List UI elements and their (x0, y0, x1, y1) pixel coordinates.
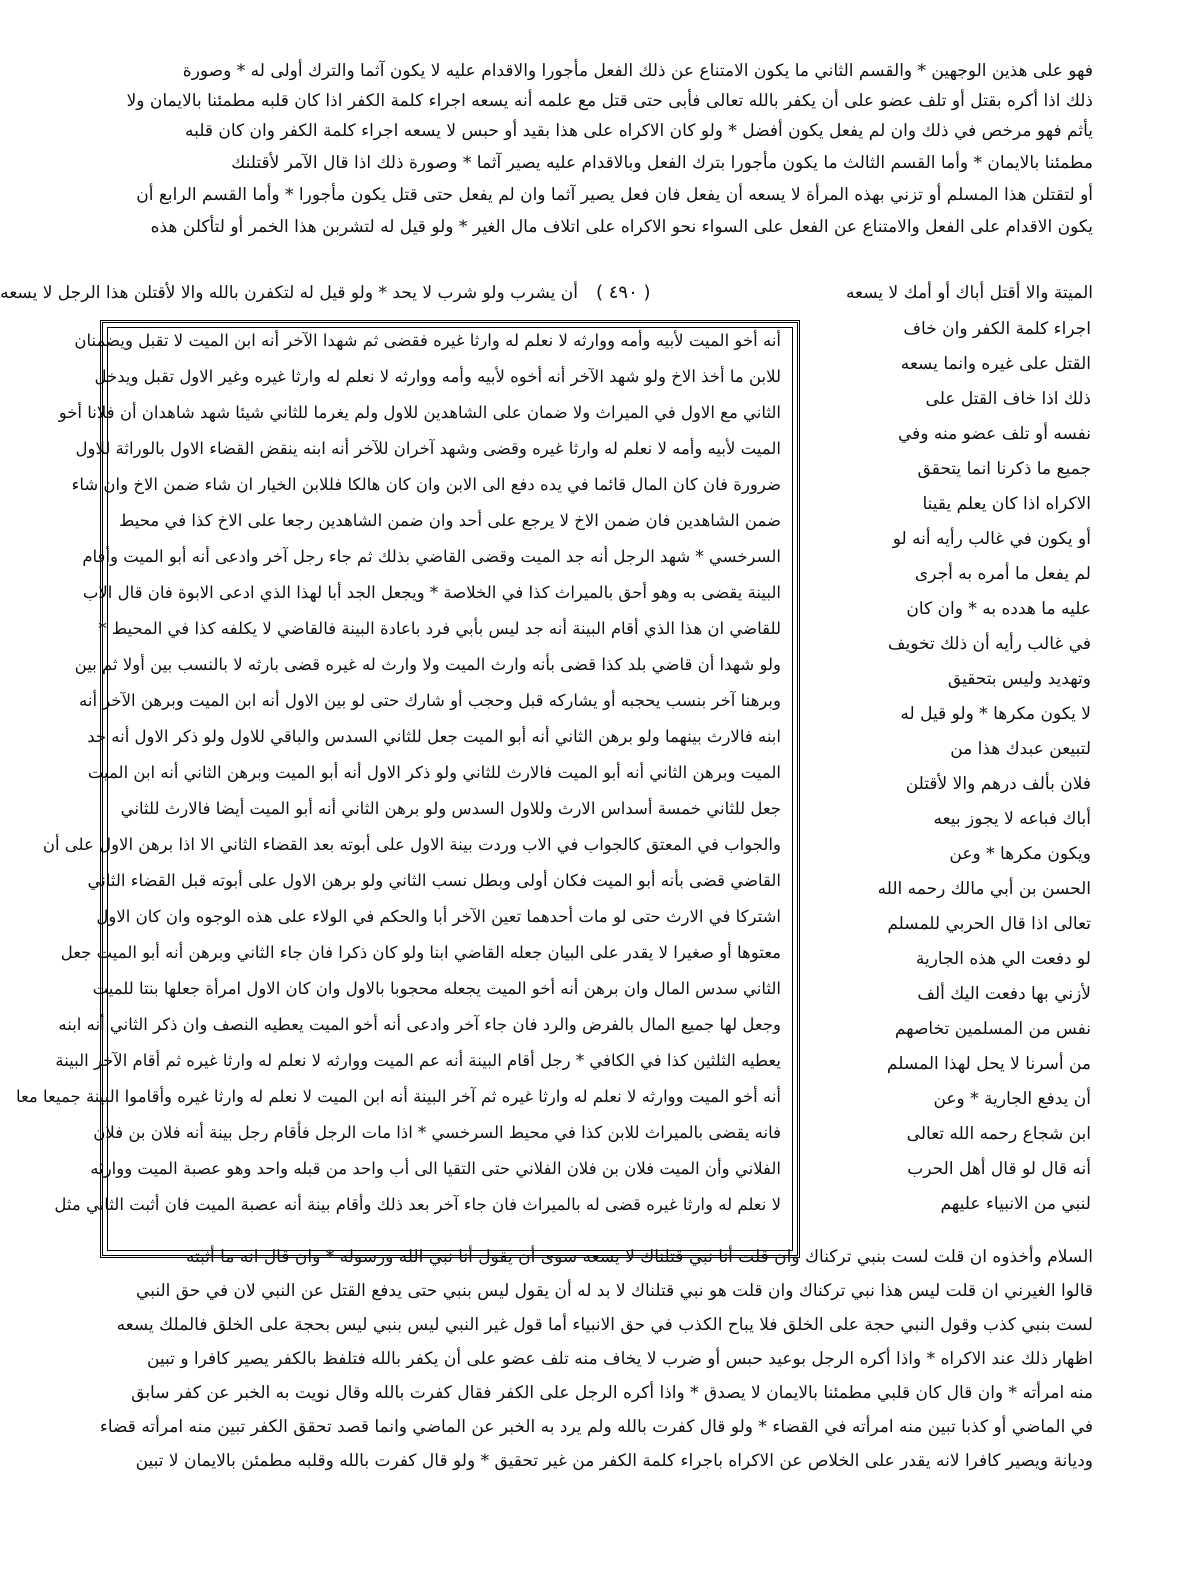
text-line: الميتة والا أقتل أباك أو أمك لا يسعه (845, 283, 1093, 303)
side-text-line: اجراء كلمة الكفر وان خاف (903, 319, 1091, 339)
page-number: ( ٤٩٠ ) (596, 282, 651, 303)
commentary-line: للقاضي ان هذا الذي أقام البينة أنه جد ليس بأبي فرد باعادة البينة فالقاضي لا يكلفه كذا في المحيط * (98, 619, 781, 638)
side-text-line: لم يفعل ما أمره به أجرى (914, 564, 1091, 584)
side-text-line: أو يكون في غالب رأيه أنه لو (892, 529, 1091, 549)
side-text-line: لأزني بها دفعت اليك ألف (917, 984, 1091, 1004)
commentary-line: الميت وبرهن الثاني أنه أبو الميت فالارث للثاني ولو ذكر الاول أنه أبو الميت وبرهن الثاني أنه ابن الميت (87, 763, 781, 782)
commentary-line: اشتركا في الارث حتى لو مات أحدهما تعين الآخر أبا والحكم في الولاء على هذه الوجوه وان كان الاول (96, 907, 781, 926)
commentary-line: البينة يقضى به وهو أحق بالميراث كذا في الخلاصة * ويجعل الجد أبا لهذا الذي ادعى الابوة فان قال الاب (82, 583, 781, 602)
commentary-line: الميت لأبيه وأمه لا نعلم له وارثا غيره وقضى وشهد آخران للآخر أنه ابنه ينقض القضاء الاول بالوراثة للاول (75, 439, 781, 458)
side-text-line: عليه ما هدده به * وان كان (906, 599, 1091, 619)
side-text-line: من أسرنا لا يحل لهذا المسلم (886, 1054, 1091, 1074)
text-line: في الماضي أو كذبا تبين منه امرأته في القضاء * ولو قال كفرت بالله ولم يرد به الخبر عن الماضي وانما قصد تحقق الكفر تبين منه امرأته قضاء (99, 1417, 1093, 1437)
commentary-line: لا نعلم له وارثا غيره قضى له بالميراث فان جاء آخر بعد ذلك وأقام بينة أنه عصبة الميت فان أثبت الثاني مثل (54, 1195, 781, 1214)
commentary-line: السرخسي * شهد الرجل أنه جد الميت وقضى القاضي بذلك ثم جاء رجل آخر وادعى أنه أبو الميت وأقام (82, 547, 781, 566)
side-text-line: في غالب رأيه أن ذلك تخويف (887, 634, 1091, 654)
side-text-line: لتبيعن عبدك هذا من (950, 739, 1091, 759)
side-text-line: أن يدفع الجارية * وعن (933, 1089, 1091, 1109)
side-text-line: ذلك اذا خاف القتل على (925, 389, 1091, 409)
text-line: أو لتقتلن هذا المسلم أو تزني بهذه المرأة لا يسعه أن يفعل فان فعل يصير آثما وان لم يفعل حتى قتل يكون مأجورا * وأما القسم الرابع أن (136, 185, 1093, 205)
side-text-line: لنبي من الانبياء عليهم (940, 1194, 1091, 1214)
side-text-line: لا يكون مكرها * ولو قيل له (900, 704, 1091, 724)
side-text-line: جميع ما ذكرنا انما يتحقق (917, 459, 1091, 479)
commentary-line: الفلاني وأن الميت فلان بن فلان الفلاني حتى التقيا الى أب واحد من قبله واحد وهو عصبة الميت ووارثه (90, 1159, 781, 1178)
side-text-line: الاكراه اذا كان يعلم يقينا (922, 494, 1091, 514)
side-text-line: ابن شجاع رحمه الله تعالى (906, 1124, 1091, 1144)
commentary-line: يعطيه الثلثين كذا في الكافي * رجل أقام البينة أنه عم الميت ووارثه لا نعلم له وارثا غيره ثم أقام الآخر البينة (55, 1051, 781, 1070)
commentary-line: أنه أخو الميت ووارثه لا نعلم له وارثا غيره ثم آخر البينة أنه ابن الميت لا نعلم له وارثا غيره وأقاموا البينة جميعا معا (15, 1087, 781, 1106)
text-line: قالوا الغيرني ان قلت ليس هذا نبي تركناك وان قلت هو نبي قتلناك لا بد له أن يقول ليس بنبي حتى يدفع القتل عن النبي لان في حق النبي (136, 1281, 1093, 1301)
side-text-line: لو دفعت الي هذه الجارية (915, 949, 1091, 969)
text-line: مطمئنا بالايمان * وأما القسم الثالث ما يكون مأجورا بترك الفعل وبالاقدام عليه يصير آثما * وصورة ذلك اذا قال الآمر لأقتلنك (231, 153, 1093, 173)
text-line: أن يشرب ولو شرب لا يحد * ولو قيل له لتكفرن بالله والا لأقتلن هذا الرجل لا يسعه (0, 283, 578, 303)
text-line: ذلك اذا أكره بقتل أو تلف عضو على أن يكفر بالله تعالى فأبى حتى قتل مع علمه أنه يسعه اجراء كلمة الكفر اذا كان قلبه مطمئنا بالايمان ولا (126, 91, 1093, 111)
text-line: يكون الاقدام على الفعل والامتناع عن الفعل على السواء نحو الاكراه على اتلاف مال الغير * ولو قيل له لتشربن هذا الخمر أو لتأكلن هذه (150, 217, 1093, 237)
commentary-line: الثاني مع الاول في الميراث ولا ضمان على الشاهدين للاول ولم يغرما للثاني شيئا شهد شاهدان أن فلانا أخو (58, 403, 781, 422)
text-line: وديانة ويصير كافرا لانه يقدر على الخلاص عن الاكراه باجراء كلمة الكفر من غير تحقيق * ولو قال كفرت بالله وقلبه مطمئن بالايمان لا تبين (135, 1451, 1093, 1471)
commentary-line: والجواب في المعتق كالجواب في الاب وردت بينة الاول على أبوته بعد القضاء الثاني الا اذا برهن الاول على أن (42, 835, 781, 854)
side-text-line: نفس من المسلمين تخاصهم (894, 1019, 1091, 1039)
text-line: يأثم فهو مرخص في ذلك وان لم يفعل يكون أفضل * ولو كان الاكراه على هذا بقيد أو حبس لا يسعه اجراء كلمة الكفر وان كان قلبه (184, 121, 1093, 141)
commentary-line: أنه أخو الميت لأبيه وأمه ووارثه لا نعلم له وارثا غيره فقضى ثم شهدا الآخر أنه ابن الميت لا تقبل ويضمنان (74, 331, 781, 350)
side-text-line: ويكون مكرها * وعن (949, 844, 1091, 864)
side-text-line: وتهديد وليس بتحقيق (947, 669, 1091, 689)
commentary-line: جعل للثاني خمسة أسداس الارث وللاول السدس ولو برهن الثاني أنه أبو الميت أيضا فالارث للثاني (120, 799, 781, 818)
text-line: لست بنبي كذب وقول النبي حجة على الخلق فلا يباح الكذب في حق الانبياء أما قول غير النبي ليس بنبي ليس بحجة على الخلق فالملك يسعه (116, 1315, 1093, 1335)
side-text-line: فلان بألف درهم والا لأقتلن (905, 774, 1091, 794)
side-text-line: أنه قال لو قال أهل الحرب (907, 1159, 1091, 1179)
commentary-box (100, 320, 800, 1258)
side-text-line: نفسه أو تلف عضو منه وفي (897, 424, 1091, 444)
commentary-line: ابنه فالارث بينهما ولو برهن الثاني أنه أبو الميت جعل للثاني السدس والباقي للاول ولو ذكر الاول أنه جد (87, 727, 781, 746)
side-text-line: الحسن بن أبي مالك رحمه الله (877, 879, 1091, 899)
commentary-line: فانه يقضى بالميراث للابن كذا في محيط السرخسي * اذا مات الرجل فأقام رجل بينة أنه فلان بن فلان (93, 1123, 781, 1142)
text-line: اظهار ذلك عند الاكراه * واذا أكره الرجل بوعيد حبس أو ضرب لا يخاف منه تلف عضو على أن يكفر بالله فتلفظ بالكفر يصير كافرا و تبين (146, 1349, 1093, 1369)
side-text-line: أباك فباعه لا يجوز بيعه (933, 809, 1091, 829)
text-line: السلام وأخذوه ان قلت لست بنبي تركناك وان قلت أنا نبي قتلناك لا يسعه سوى أن يقول أنا نبي الله ورسوله * وان قال انه ما أثبته (185, 1247, 1093, 1267)
commentary-line: وجعل لها جميع المال بالفرض والرد فان جاء آخر وادعى أنه أخو الميت يعطيه النصف وان ذكر الثاني أنه ابنه (58, 1015, 781, 1034)
commentary-line: ضمن الشاهدين فان ضمن الاخ لا يرجع على أحد وان ضمن الشاهدين رجعا على الاخ كذا في محيط (119, 511, 781, 530)
commentary-line: القاضي قضى بأنه أبو الميت فكان أولى وبطل نسب الثاني ولو برهن الاول على أبوته قبل القضاء الثاني (87, 871, 781, 890)
commentary-line: وبرهنا آخر بنسب يحجبه أو يشاركه قبل وحجب أو شارك حتى لو بين الاول أنه ابن الميت وبرهن الآخر أنه (79, 691, 781, 710)
commentary-line: معتوها أو صغيرا لا يقدر على البيان جعله القاضي ابنا ولو كان ذكرا فان جاء الثاني وبرهن أنه أبو الميت جعل (60, 943, 781, 962)
commentary-line: للابن ما أخذ الاخ ولو شهد الآخر أنه أخوه لأبيه وأمه ووارثه لا نعلم له وارثا غيره وغير الاول تقبل ويدخل (94, 367, 781, 386)
text-line: منه امرأته * وان قال كان قلبي مطمئنا بالايمان لا يصدق * واذا أكره الرجل على الكفر فقال كفرت بالله وقال نويت به الخبر عن كفر سابق (131, 1383, 1093, 1403)
commentary-line: ولو شهدا أن قاضي بلد كذا قضى بأنه وارث الميت ولا وارث له غيره قضى بارثه لا بالنسب بين أولا ثم بين (74, 655, 781, 674)
text-line: فهو على هذين الوجهين * والقسم الثاني ما يكون الامتناع عن ذلك الفعل مأجورا والاقدام عليه لا يكون آثما والترك أولى له * وصورة (182, 61, 1093, 81)
side-text-line: تعالى اذا قال الحربي للمسلم (887, 914, 1091, 934)
commentary-line: الثاني سدس المال وان برهن أنه أخو الميت يجعله محجوبا بالاول وان كان الاول امرأة جعلها بنتا للميت (92, 979, 781, 998)
commentary-line: ضرورة فان كان المال قائما في يده دفع الى الابن وان كان هالكا فللابن الخيار ان شاء ضمن الاخ وان شاء (71, 475, 781, 494)
side-text-line: القتل على غيره وانما يسعه (900, 354, 1091, 374)
